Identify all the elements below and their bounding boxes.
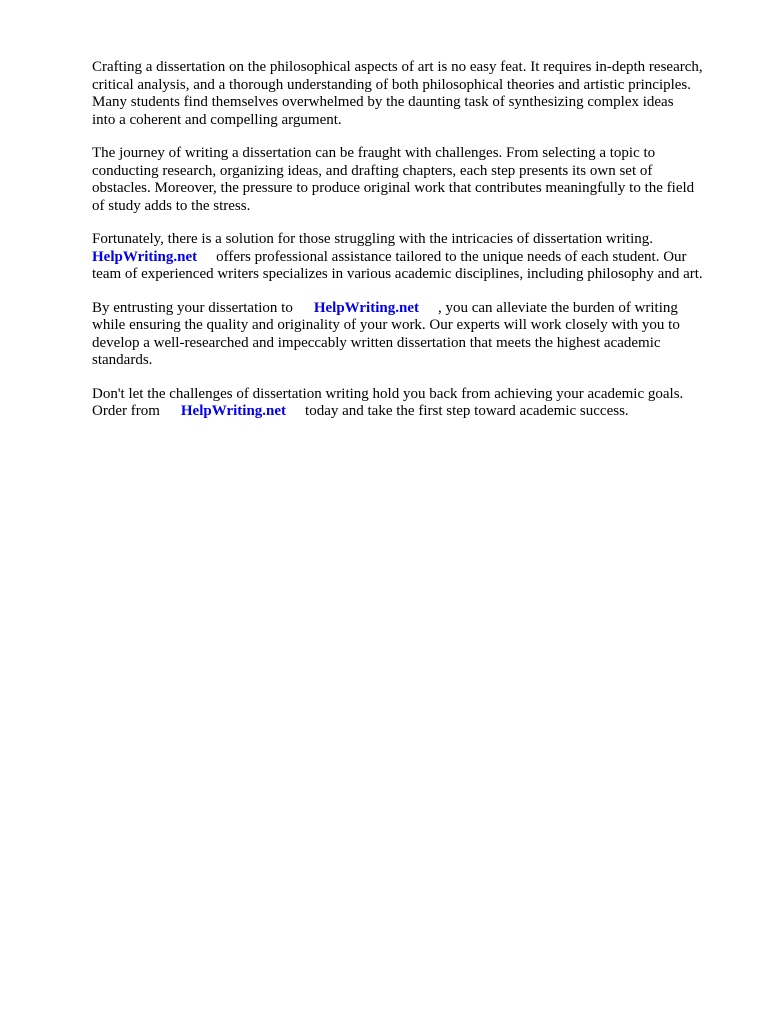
text-line: conducting research, organizing ideas, and drafting chapters, each step presents its own set of	[92, 162, 653, 179]
paragraph-solution	[92, 231, 732, 284]
text-fragment: Order from	[92, 403, 160, 419]
text-line: critical analysis, and a thorough understanding of both philosophical theories and artistic principles.	[92, 76, 692, 93]
text-line: into a coherent and compelling argument.	[92, 111, 342, 128]
text-line: Crafting a dissertation on the philosophical aspects of art is no easy feat. It requires in-depth research,	[92, 59, 703, 75]
text-line: Many students find themselves overwhelmed by the daunting task of synthesizing complex ideas	[92, 94, 674, 110]
paragraph-call-to-action	[92, 386, 732, 421]
text-line: Don't let the challenges of dissertation writing hold you back from achieving your academic goals.	[92, 385, 684, 402]
paragraph-challenges	[92, 145, 732, 215]
helpwriting-link[interactable]: HelpWriting.net	[92, 248, 198, 265]
paragraph-intro	[92, 59, 732, 129]
text-line: while ensuring the quality and originality of your work. Our experts will work closely with you to	[92, 317, 680, 333]
text-line: standards.	[92, 352, 153, 368]
text-fragment: By entrusting your dissertation to	[92, 299, 293, 316]
helpwriting-link[interactable]: HelpWriting.net	[180, 403, 287, 419]
text-line: obstacles. Moreover, the pressure to produce original work that contributes meaningfully to the field	[92, 180, 695, 196]
text-line: develop a well-researched and impeccably written dissertation that meets the highest academic	[92, 334, 661, 351]
paragraph-entrust	[92, 300, 732, 370]
text-line: of study adds to the stress.	[92, 197, 251, 214]
text-line	[92, 300, 732, 318]
text-line: team of experienced writers specializes in various academic disciplines, including philosophy and art.	[92, 266, 703, 282]
document-body	[92, 59, 732, 437]
text-fragment: offers professional assistance tailored to the unique needs of each student. Our	[216, 248, 687, 265]
helpwriting-link[interactable]: HelpWriting.net	[313, 299, 419, 316]
text-line: Fortunately, there is a solution for those struggling with the intricacies of dissertation writing.	[92, 231, 654, 247]
text-line: The journey of writing a dissertation can be fraught with challenges. From selecting a topic to	[92, 145, 656, 161]
text-fragment: today and take the first step toward academic success.	[305, 403, 629, 419]
text-fragment: , you can alleviate the burden of writing	[437, 299, 678, 316]
text-line	[92, 403, 732, 421]
text-line	[92, 249, 732, 267]
